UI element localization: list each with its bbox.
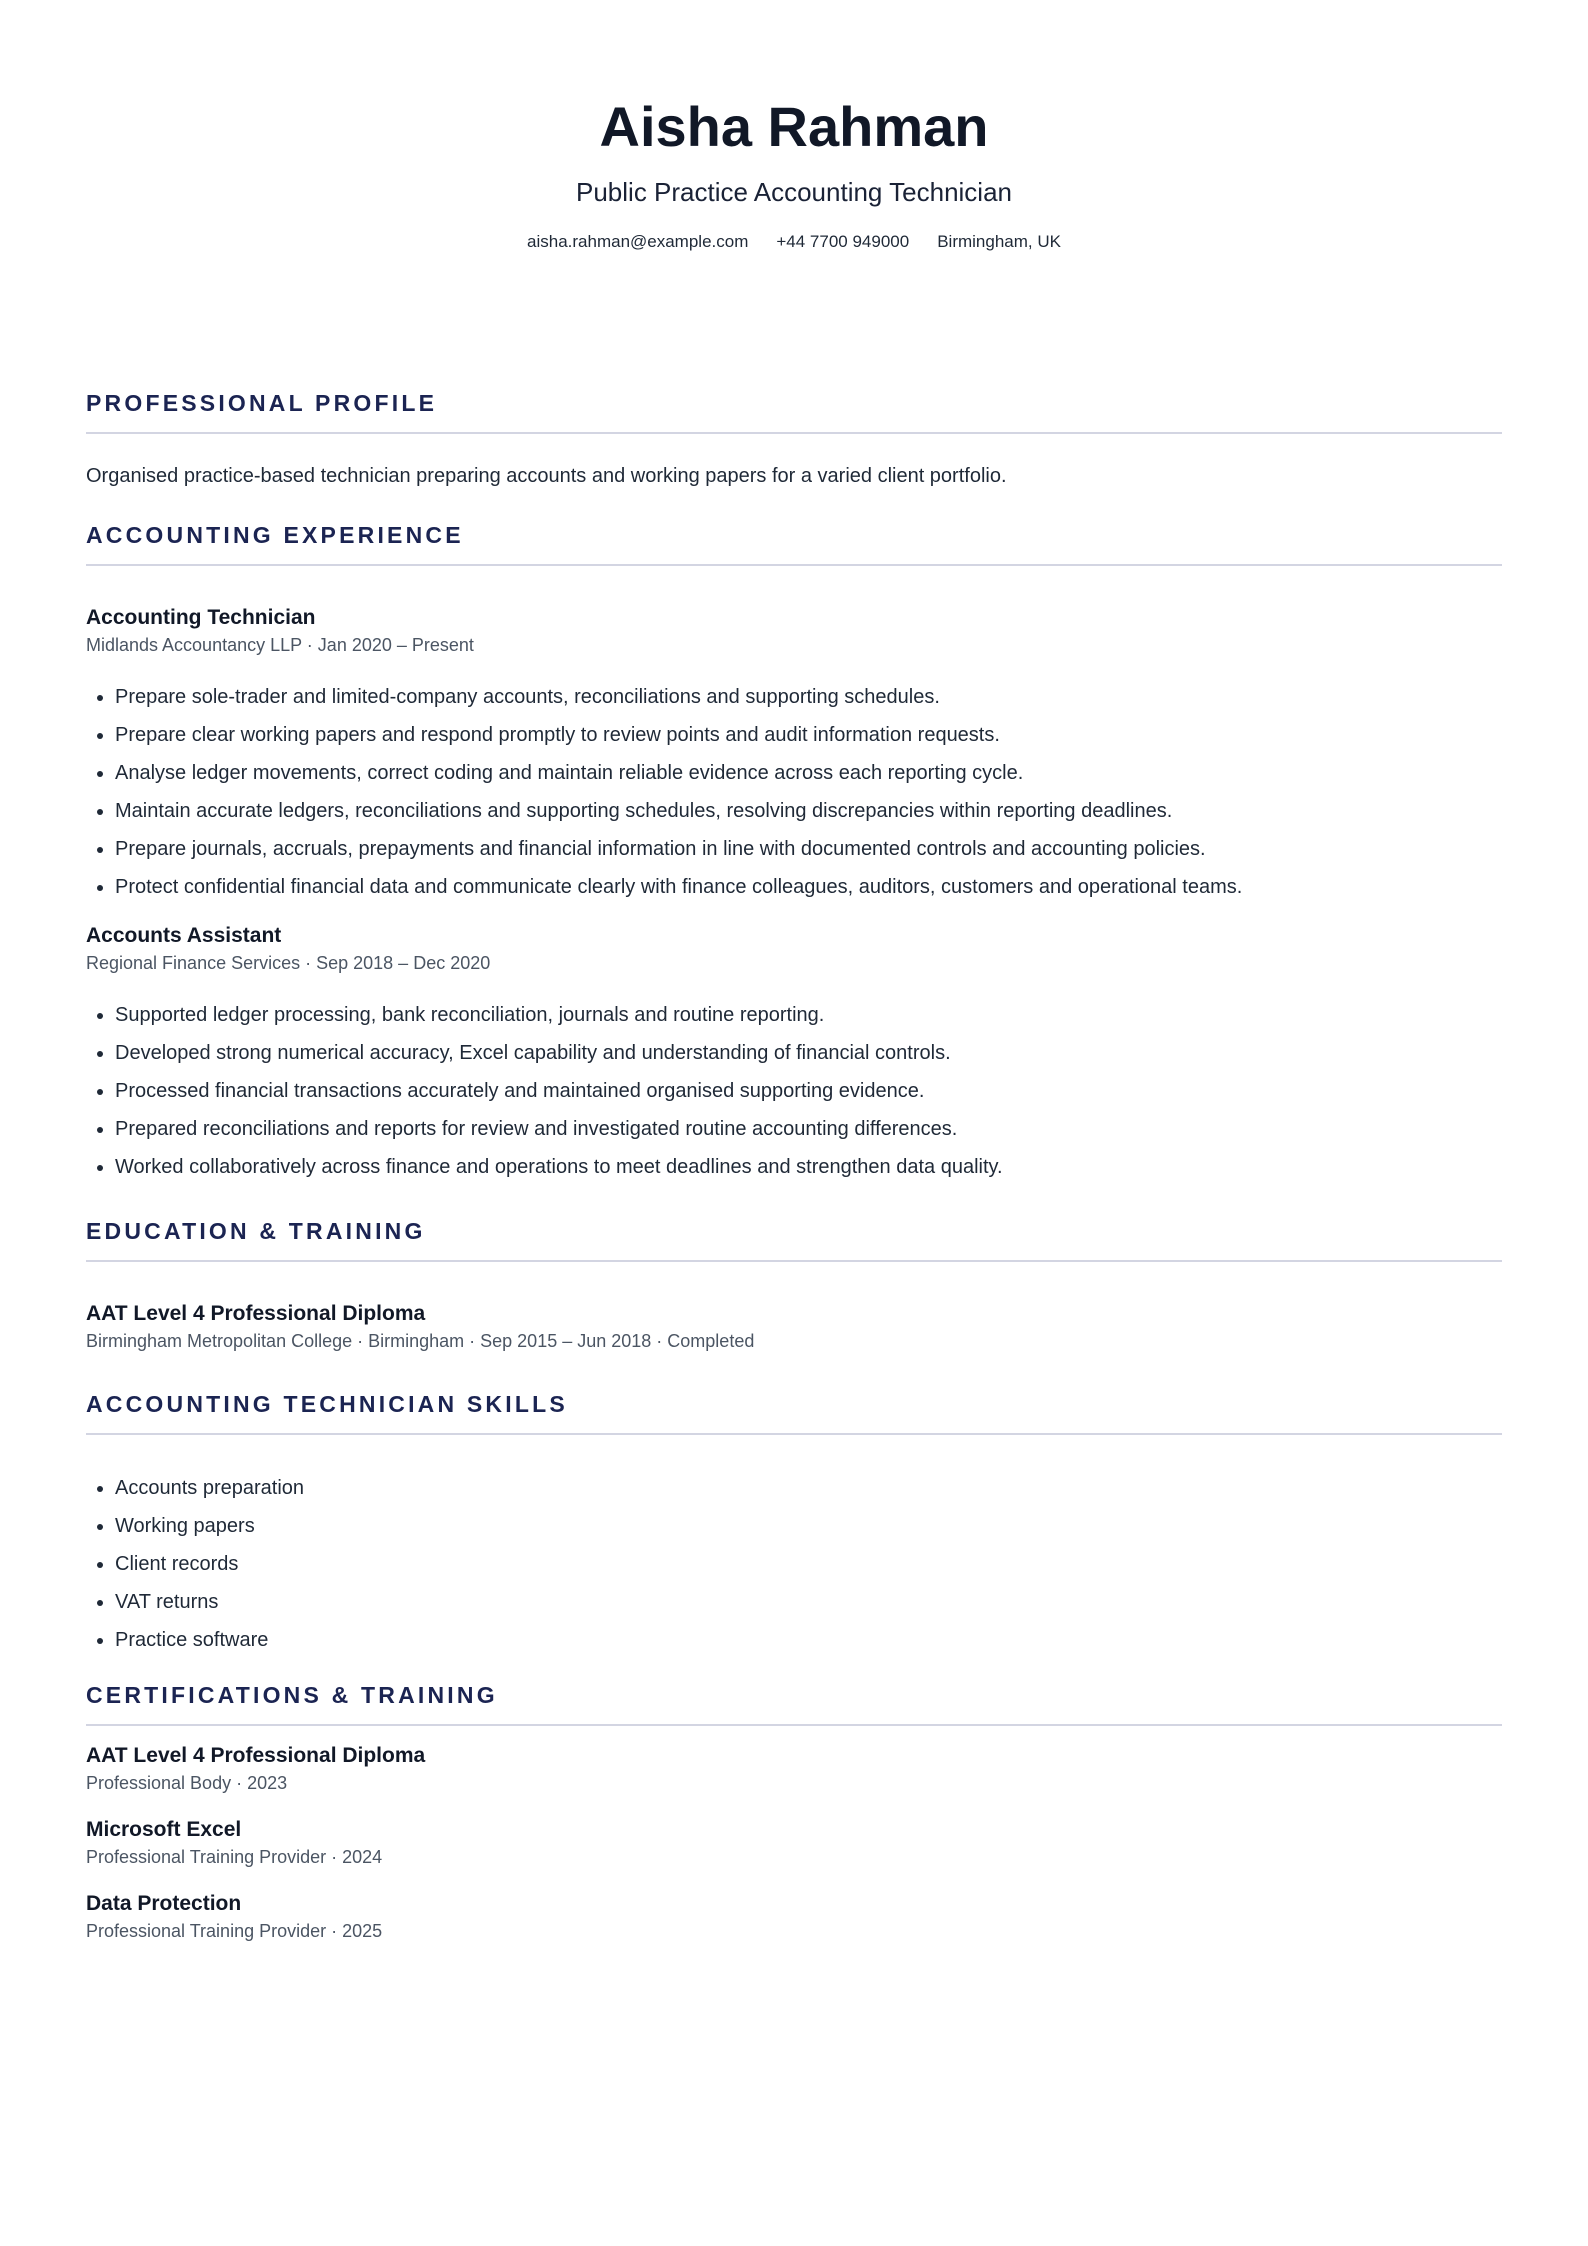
job-bullet: • Protect confidential financial data and communicate clearly with finance colleagues, auditors, customers and operational teams. <box>115 868 1502 906</box>
job-bullet: • Developed strong numerical accuracy, Excel capability and understanding of financial controls. <box>115 1034 1502 1072</box>
job-role: Accounting Technician <box>86 606 316 629</box>
candidate-name: Aisha Rahman <box>599 95 989 158</box>
section-certifications <box>86 1680 1502 1944</box>
job-bullet: • Prepare journals, accruals, prepayments and financial information in line with documented controls and accounting policies. <box>115 830 1502 868</box>
section-divider <box>86 432 1502 434</box>
section-title-profile: PROFESSIONAL PROFILE <box>86 390 438 416</box>
education-entry <box>86 1300 1502 1354</box>
job-meta: Midlands Accountancy LLP · Jan 2020 – Present <box>86 635 474 655</box>
section-title-experience: ACCOUNTING EXPERIENCE <box>86 522 464 548</box>
contact-location: Birmingham, UK <box>937 232 1061 251</box>
section-title-skills: ACCOUNTING TECHNICIAN SKILLS <box>86 1391 568 1417</box>
job-bullets <box>86 678 1502 906</box>
certification-name: AAT Level 4 Professional Diploma <box>86 1744 426 1767</box>
certification-entry <box>86 1816 1502 1870</box>
section-divider <box>86 564 1502 566</box>
job-bullet: • Prepared reconciliations and reports for review and investigated routine accounting differences. <box>115 1110 1502 1148</box>
certification-name: Data Protection <box>86 1892 242 1915</box>
skill-item: • VAT returns <box>115 1583 1502 1621</box>
job-bullet: • Prepare sole-trader and limited-company accounts, reconciliations and supporting schedules. <box>115 678 1502 716</box>
contact-line <box>86 230 1502 254</box>
skill-item: • Practice software <box>115 1621 1502 1659</box>
contact-phone[interactable]: +44 7700 949000 <box>776 232 910 251</box>
job-entry <box>86 604 1502 906</box>
section-education <box>86 1216 1502 1354</box>
resume-header <box>86 0 1502 254</box>
candidate-headline: Public Practice Accounting Technician <box>576 177 1012 207</box>
job-bullet: • Analyse ledger movements, correct coding and maintain reliable evidence across each reporting cycle. <box>115 754 1502 792</box>
job-bullet: • Worked collaboratively across finance and operations to meet deadlines and strengthen data quality. <box>115 1148 1502 1186</box>
job-entry <box>86 922 1502 1186</box>
section-profile <box>86 388 1502 490</box>
certification-entry <box>86 1742 1502 1796</box>
skills-list <box>86 1469 1502 1659</box>
job-bullet: • Supported ledger processing, bank reconciliation, journals and routine reporting. <box>115 996 1502 1034</box>
job-bullet: • Processed financial transactions accurately and maintained organised supporting evidence. <box>115 1072 1502 1110</box>
certification-meta: Professional Training Provider · 2025 <box>86 1921 383 1941</box>
section-divider <box>86 1433 1502 1435</box>
job-meta: Regional Finance Services · Sep 2018 – Dec 2020 <box>86 953 491 973</box>
certification-entry <box>86 1890 1502 1944</box>
skill-item: • Client records <box>115 1545 1502 1583</box>
skill-item: • Accounts preparation <box>115 1469 1502 1507</box>
section-divider <box>86 1260 1502 1262</box>
section-title-education: EDUCATION & TRAINING <box>86 1218 426 1244</box>
section-experience <box>86 520 1502 1186</box>
education-name: AAT Level 4 Professional Diploma <box>86 1302 426 1325</box>
job-bullets <box>86 996 1502 1186</box>
job-bullet: • Prepare clear working papers and respond promptly to review points and audit information requests. <box>115 716 1502 754</box>
section-title-certifications: CERTIFICATIONS & TRAINING <box>86 1682 498 1708</box>
certification-name: Microsoft Excel <box>86 1818 242 1841</box>
job-bullet: • Maintain accurate ledgers, reconciliations and supporting schedules, resolving discrepancies within reporting deadlines. <box>115 792 1502 830</box>
certification-meta: Professional Body · 2023 <box>86 1773 288 1793</box>
education-meta: Birmingham Metropolitan College · Birmingham · Sep 2015 – Jun 2018 · Completed <box>86 1331 755 1351</box>
section-skills <box>86 1389 1502 1659</box>
certification-meta: Professional Training Provider · 2024 <box>86 1847 383 1867</box>
skill-item: • Working papers <box>115 1507 1502 1545</box>
contact-email[interactable]: aisha.rahman@example.com <box>527 232 749 251</box>
job-role: Accounts Assistant <box>86 924 282 947</box>
profile-summary: Organised practice-based technician preparing accounts and working papers for a varied client portfolio. <box>86 465 1007 487</box>
section-divider <box>86 1724 1502 1726</box>
